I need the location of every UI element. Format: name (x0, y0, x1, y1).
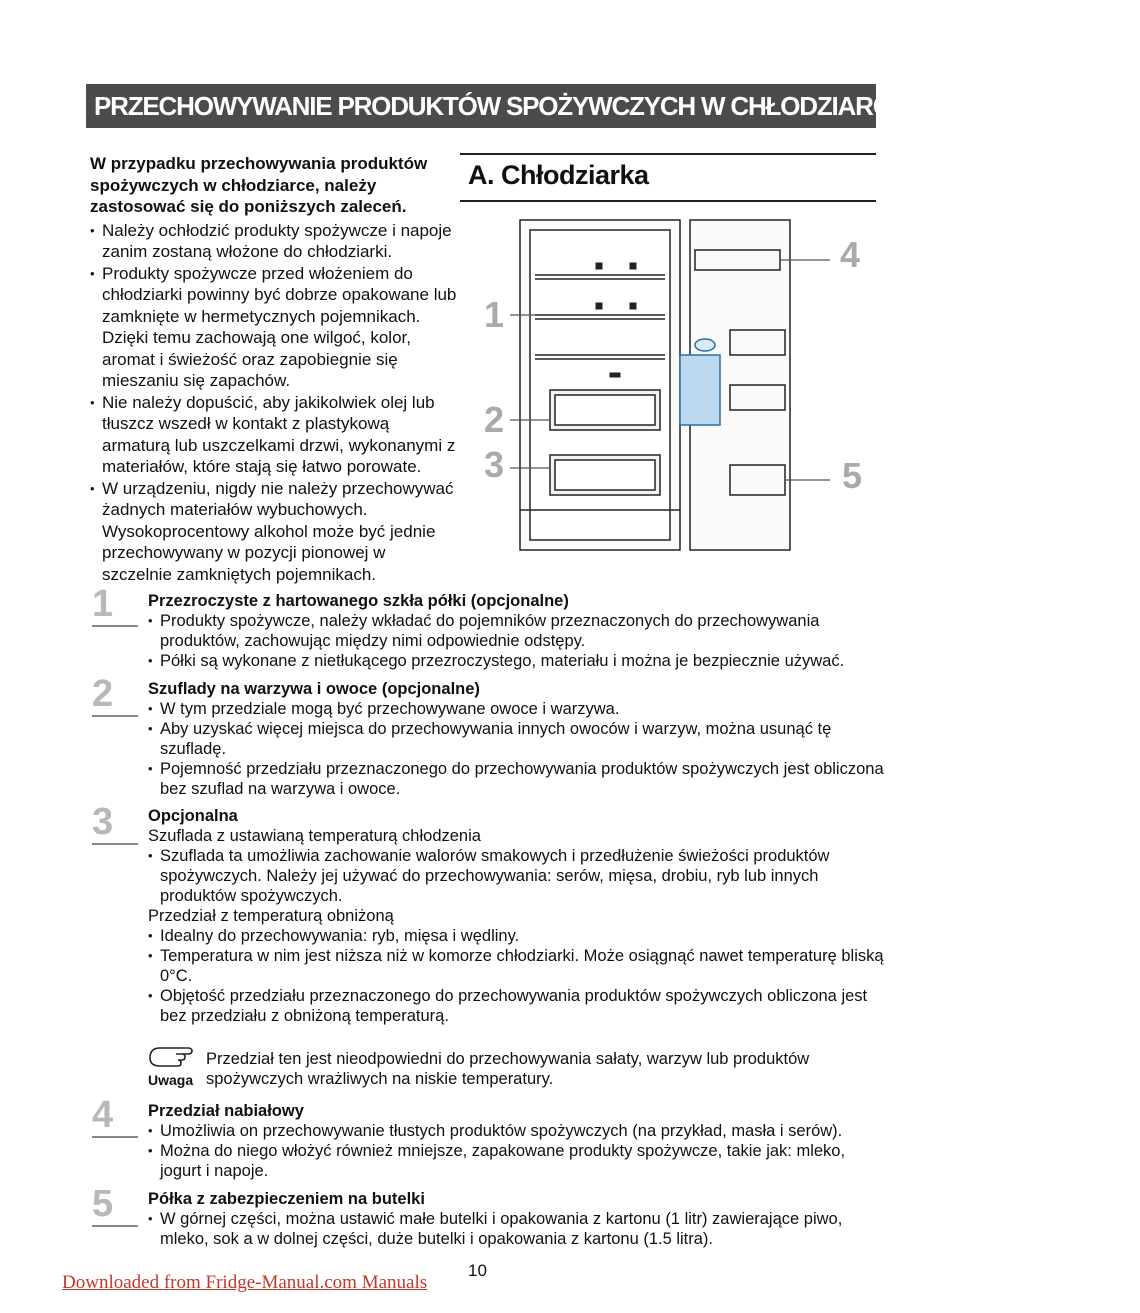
section-number-4: 4 (92, 1094, 142, 1134)
intro-bullet-4: • W urządzeniu, nigdy nie należy przechowywać żadnych materiałów wybuchowych. (90, 478, 460, 521)
pointing-hand-icon (148, 1040, 200, 1070)
section-2-bullet-1: • W tym przedziale mogą być przechowywane owoce i warzywa. (148, 699, 888, 719)
intro-bullet-2: • Produkty spożywcze przed włożeniem do chłodziarki powinny być dobrze opakowane lub zamknięte w hermetycznych pojemnikach. Dzięki temu zachowają one wilgoć, kolor, aromat i świeżość oraz zapobiegnie się mieszaniu się zapachów. (90, 263, 460, 392)
section-3 (148, 806, 888, 1026)
section-4 (148, 1101, 888, 1181)
section-2-bullet-2: • Aby uzyskać więcej miejsca do przechowywania innych owoców i warzyw, można usunąć tę szufladę. (148, 719, 888, 759)
section-3-subtitle-1: Szuflada z ustawianą temperaturą chłodzenia (148, 827, 481, 845)
fridge-diagram (480, 215, 880, 555)
section-3-title: Opcjonalna (148, 807, 238, 825)
note-text: Przedział ten jest nieodpowiedni do przechowywania sałaty, warzyw lub produktów spożywczych wrażliwych na niskie temperatury. (206, 1050, 810, 1088)
section-a-title: A. Chłodziarka (468, 160, 649, 190)
diagram-label-3: 3 (484, 444, 505, 485)
section-3-bullet-4: • Objętość przedziału przeznaczonego do przechowywania produktów spożywczych obliczona jest bez przedziału z obniżoną temperaturą. (148, 986, 888, 1026)
section-5-bullet-1: • W górnej części, można ustawić małe butelki i opakowania z kartonu (1 litr) zawierające piwo, mleko, sok a w dolnej części, duże butelki i opakowania z kartonu (1.5 litra). (148, 1209, 888, 1249)
intro-block (90, 153, 460, 585)
intro-lead: W przypadku przechowywania produktów spożywczych w chłodziarce, należy zastosować się do poniższych zaleceń. (90, 154, 428, 216)
footer-link[interactable]: Downloaded from Fridge-Manual.com Manuals (62, 1272, 428, 1293)
section-4-title: Przedział nabiałowy (148, 1102, 304, 1120)
intro-list (90, 220, 460, 521)
section-4-bullet-1: • Umożliwia on przechowywanie tłustych produktów spożywczych (na przykład, masła i serów). (148, 1121, 888, 1141)
section-1-title: Przezroczyste z hartowanego szkła półki (opcjonalne) (148, 592, 569, 610)
section-5-title: Półka z zabezpieczeniem na butelki (148, 1190, 425, 1208)
intro-bullet-3: • Nie należy dopuścić, aby jakikolwiek olej lub tłuszcz wszedł w kontakt z plastykową armaturą lub uszczelkami drzwi, wykonanymi z materiałów, które stają się łatwo porowate. (90, 392, 460, 478)
section-2-bullet-3: • Pojemność przedziału przeznaczonego do przechowywania produktów spożywczych jest obliczona bez szuflad na warzywa i owoce. (148, 759, 888, 799)
section-1-bullet-2: • Półki są wykonane z nietłukącego przezroczystego, materiału i można je bezpiecznie używać. (148, 651, 888, 671)
section-2-title: Szuflady na warzywa i owoce (opcjonalne) (148, 680, 480, 698)
diagram-label-4: 4 (840, 234, 861, 275)
section-3-bullet-2: • Idealny do przechowywania: ryb, mięsa i wędliny. (148, 926, 888, 946)
intro-bullet-1: • Należy ochłodzić produkty spożywcze i napoje zanim zostaną włożone do chłodziarki. (90, 220, 460, 263)
section-2 (148, 679, 888, 799)
section-number-3: 3 (92, 801, 142, 841)
note-label: Uwaga (148, 1072, 194, 1088)
section-3-subtitle-2: Przedział z temperaturą obniżoną (148, 907, 394, 925)
section-1-bullet-1: • Produkty spożywcze, należy wkładać do pojemników przeznaczonych do przechowywania produktów, zachowując między nimi odpowiednie odstępy. (148, 611, 888, 651)
page-number: 10 (468, 1261, 487, 1280)
section-number-2: 2 (92, 673, 142, 713)
section-number-5: 5 (92, 1183, 142, 1223)
section-3-bullet-1: • Szuflada ta umożliwia zachowanie walorów smakowych i przedłużenie świeżości produktów spożywczych. Należy jej używać do przechowywania: serów, mięsa, drobiu, ryb lub innych produktów spożywczych. (148, 846, 888, 906)
section-1 (148, 591, 888, 671)
diagram-label-5: 5 (842, 455, 863, 496)
section-a-top-rule (460, 153, 876, 155)
section-3-bullet-3: • Temperatura w nim jest niższa niż w komorze chłodziarki. Może osiągnąć nawet temperaturę bliską 0°C. (148, 946, 888, 986)
section-5 (148, 1189, 888, 1249)
section-4-bullet-2: • Można do niego włożyć również mniejsze, zapakowane produkty spożywcze, takie jak: mleko, jogurt i napoje. (148, 1141, 888, 1181)
section-number-1: 1 (92, 583, 142, 623)
section-a-bottom-rule (460, 200, 876, 202)
intro-bullet-4-cont: Wysokoprocentowy alkohol może być jednie przechowywany w pozycji pionowej w szczelnie zamkniętych pojemnikach. (102, 521, 436, 584)
page-title: PRZECHOWYWANIE PRODUKTÓW SPOŻYWCZYCH W CHŁODZIARCE LUB ZAMRAŻARCE (86, 84, 876, 128)
diagram-label-2: 2 (484, 399, 505, 440)
diagram-label-1: 1 (484, 294, 505, 335)
